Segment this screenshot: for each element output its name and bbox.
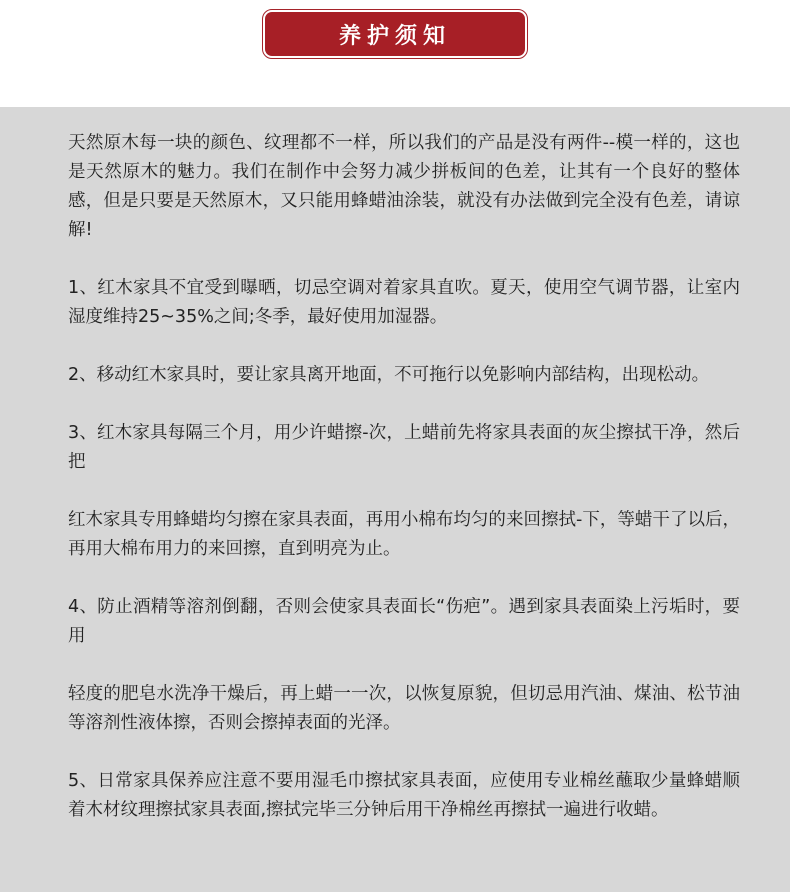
care-item-1: 1、红木家具不宜受到曝晒，切忌空调对着家具直吹。夏天，使用空气调节器，让室内湿度维持25~35%之间;冬季，最好使用加湿器。 xyxy=(68,278,740,327)
page-title: 养护须知 xyxy=(338,23,451,49)
care-item-2: 2、移动红木家具时，要让家具离开地面，不可拖行以免影响内部结构，出现松动。 xyxy=(68,365,710,385)
care-item-5: 5、日常家具保养应注意不要用湿毛巾擦拭家具表面，应使用专业棉丝蘸取少量蜂蜡顺着木材纹理擦拭家具表面,擦拭完毕三分钟后用干净棉丝再擦拭一遍进行收蜡。 xyxy=(68,771,740,820)
content-panel xyxy=(0,107,790,892)
intro-paragraph: 天然原木每一块的颜色、纹理都不一样，所以我们的产品是没有两件--模一样的，这也是天然原木的魅力。我们在制作中会努力减少拼板间的色差，让其有一个良好的整体感，但是只要是天然原木，又只能用蜂蜡油涂装，就没有办法做到完全没有色差，请谅解! xyxy=(68,133,740,240)
care-item-3: 3、红木家具每隔三个月，用少许蜡擦-次，上蜡前先将家具表面的灰尘擦拭干净，然后把 xyxy=(68,423,740,472)
title-badge xyxy=(262,9,528,59)
care-item-4-continued: 轻度的肥皂水洗净干燥后，再上蜡一一次，以恢复原貌，但切忌用汽油、煤油、松节油等溶剂性液体擦，否则会擦掉表面的光泽。 xyxy=(68,684,740,733)
care-item-4: 4、防止酒精等溶剂倒翻，否则会使家具表面长“伤疤”。遇到家具表面染上污垢时，要用 xyxy=(68,597,740,646)
header xyxy=(0,0,790,107)
title-badge-inner xyxy=(265,12,525,56)
care-item-3-continued: 红木家具专用蜂蜡均匀擦在家具表面，再用小棉布均匀的来回擦拭-下，等蜡干了以后，再用大棉布用力的来回擦，直到明亮为止。 xyxy=(68,510,740,559)
